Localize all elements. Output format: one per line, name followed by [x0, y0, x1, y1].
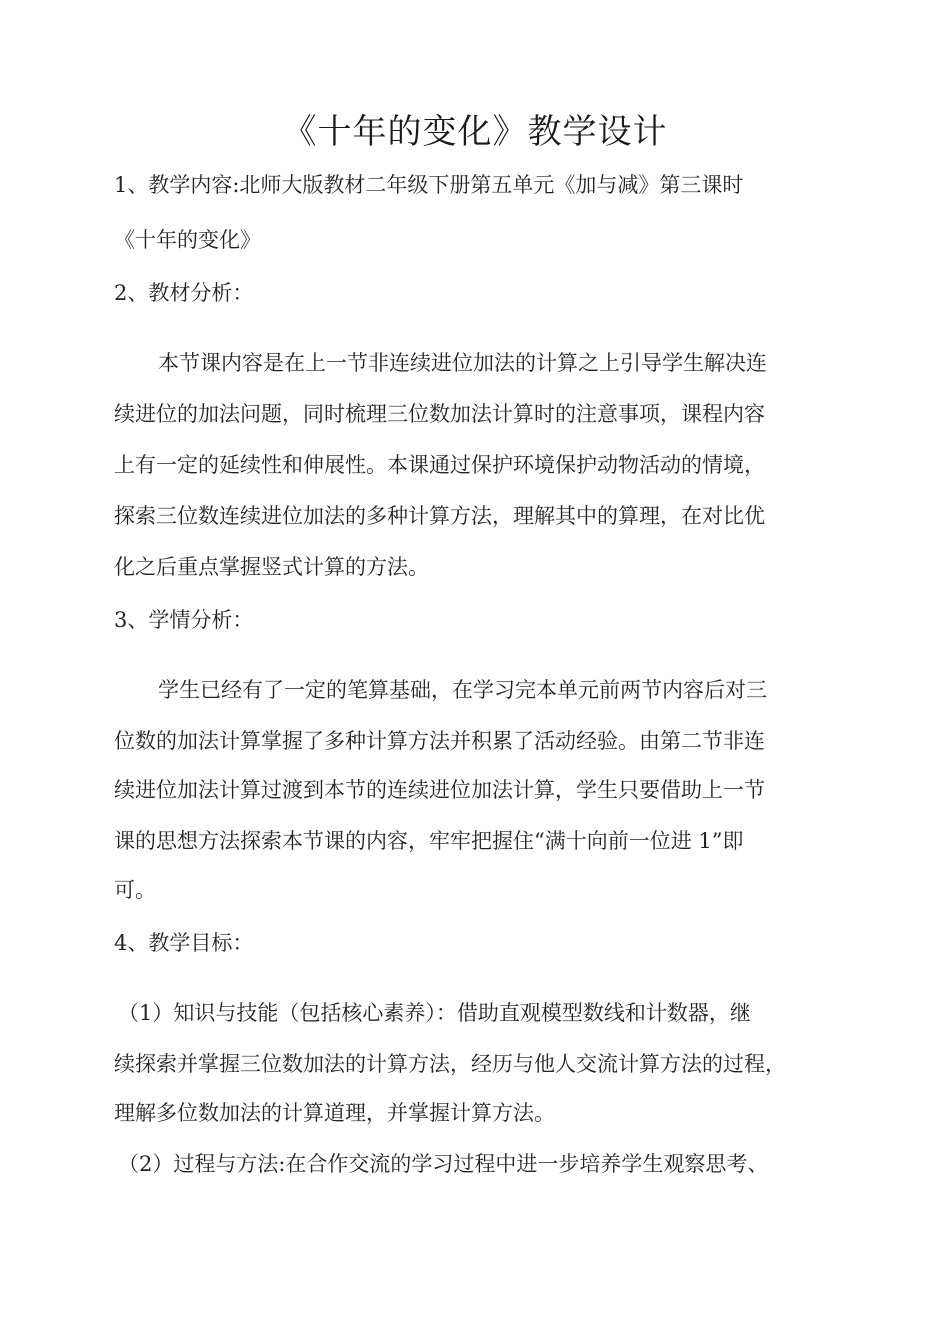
section-heading: 2、教材分析： [114, 281, 254, 305]
text-line: 1、教学内容:北师大版教材二年级下册第五单元《加与减》第三课时 [114, 173, 744, 197]
document-title: 《十年的变化》教学设计 [282, 112, 668, 152]
text-line: （2）过程与方法:在合作交流的学习过程中进一步培养学生观察思考、 [118, 1152, 769, 1176]
text-line: 《十年的变化》 [114, 228, 261, 252]
text-line: 续探索并掌握三位数加法的计算方法，经历与他人交流计算方法的过程， [114, 1052, 786, 1076]
text-line: 位数的加法计算掌握了多种计算方法并积累了活动经验。由第二节非连 [114, 729, 765, 753]
section-heading: 3、学情分析： [114, 608, 254, 632]
text-line: 可。 [114, 878, 156, 902]
text-line: 上有一定的延续性和伸展性。本课通过保护环境保护动物活动的情境， [114, 453, 765, 477]
text-line: （1）知识与技能（包括核心素养）：借助直观模型数线和计数器，继 [118, 1001, 751, 1025]
text-line: 本节课内容是在上一节非连续进位加法的计算之上引导学生解决连 [158, 351, 767, 375]
text-line: 学生已经有了一定的笔算基础，在学习完本单元前两节内容后对三 [158, 678, 767, 702]
text-line: 化之后重点掌握竖式计算的方法。 [114, 555, 429, 579]
text-line: 课的思想方法探索本节课的内容，牢牢把握住“满十向前一位进 1”即 [114, 829, 744, 853]
text-line: 续进位加法计算过渡到本节的连续进位加法计算，学生只要借助上一节 [114, 778, 765, 802]
text-line: 探索三位数连续进位加法的多种计算方法，理解其中的算理，在对比优 [114, 504, 765, 528]
section-heading: 4、教学目标： [114, 931, 254, 955]
text-line: 续进位的加法问题，同时梳理三位数加法计算时的注意事项，课程内容 [114, 402, 765, 426]
text-line: 理解多位数加法的计算道理，并掌握计算方法。 [114, 1101, 555, 1125]
